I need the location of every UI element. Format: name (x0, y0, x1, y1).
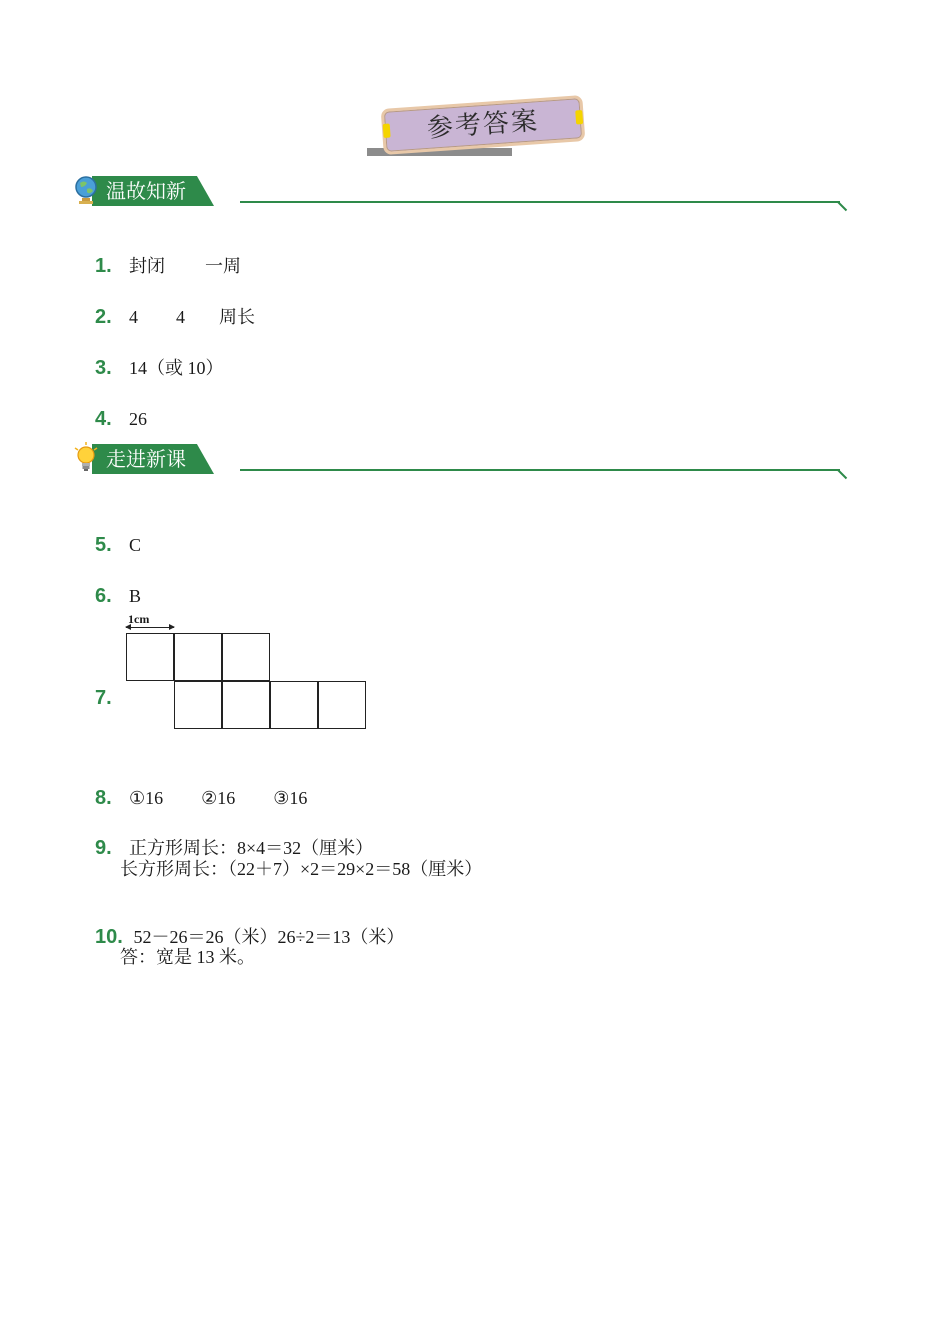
section-rule (240, 469, 840, 471)
globe-icon (72, 174, 100, 206)
answer-6 (86, 560, 141, 608)
lightbulb-icon (72, 442, 100, 474)
answer-text: B (129, 586, 142, 606)
answer-8 (86, 762, 307, 810)
answer-line: 52－26＝26（米）26÷2＝13（米） (129, 927, 405, 947)
section-rule (240, 201, 840, 203)
answer-9-line-2: 长方形周长：（22＋7）×2＝29×2＝58（厘米） (120, 859, 483, 879)
answer-text: 14（或 10） (129, 358, 224, 378)
page-title: 参考答案 (426, 106, 540, 144)
answer-number: 9. (95, 837, 112, 859)
answer-10 (86, 901, 404, 949)
answer-text: 26 (129, 409, 147, 429)
unit-label: 1cm (128, 612, 150, 626)
title-plate (381, 95, 586, 155)
answer-part: ③16 (273, 788, 308, 808)
grid-square (318, 681, 366, 729)
answer-number: 10. (95, 926, 123, 948)
answer-part: ①16 (129, 788, 164, 808)
answer-number: 7. (95, 687, 112, 709)
unit-arrow (126, 627, 174, 628)
section-label: 走进新课 (106, 447, 186, 471)
answer-number: 3. (95, 357, 112, 379)
answer-part: 周长 (219, 307, 255, 327)
grid-square (222, 681, 270, 729)
answer-4 (86, 383, 147, 431)
answer-text: C (129, 535, 142, 555)
answer-line: 正方形周长：8×4＝32（厘米） (129, 838, 374, 858)
answer-5 (86, 509, 141, 557)
title-banner (366, 96, 586, 160)
answer-9 (86, 812, 373, 860)
grid-square (174, 681, 222, 729)
answer-part: 封闭 (129, 256, 165, 276)
section-rule-tail (837, 469, 847, 479)
answer-number: 5. (95, 534, 112, 556)
answer-3 (86, 332, 224, 380)
answer-number: 8. (95, 787, 112, 809)
answer-part: 4 (129, 307, 138, 327)
answer-number: 1. (95, 255, 112, 277)
section-header-review (72, 174, 862, 208)
answer-1 (86, 230, 241, 278)
answer-10-line-2: 答：宽是 13 米。 (120, 947, 255, 967)
grid-square (174, 633, 222, 681)
answer-number: 6. (95, 585, 112, 607)
answer-2 (86, 281, 255, 329)
answer-part: 4 (176, 307, 185, 327)
section-rule-tail (837, 201, 847, 211)
grid-square (270, 681, 318, 729)
answer-part: ②16 (201, 788, 236, 808)
section-label: 温故知新 (106, 179, 186, 203)
grid-figure (120, 610, 380, 740)
grid-square (126, 633, 174, 681)
answer-number: 4. (95, 408, 112, 430)
answer-part: 一周 (205, 256, 241, 276)
grid-square (222, 633, 270, 681)
answer-number: 2. (95, 306, 112, 328)
section-header-new-lesson (72, 442, 862, 476)
